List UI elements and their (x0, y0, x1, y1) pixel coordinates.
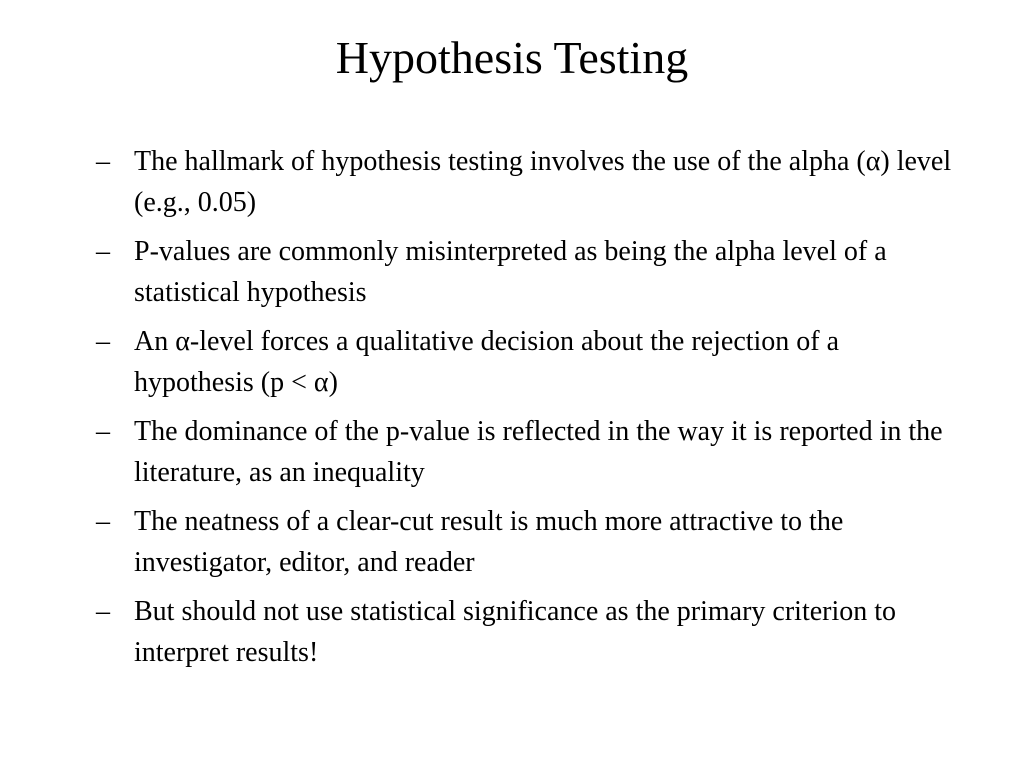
bullet-dash: – (96, 146, 110, 177)
slide-title: Hypothesis Testing (335, 32, 689, 83)
bullet-dash: – (96, 506, 110, 537)
bullet-text: The hallmark of hypothesis testing involves the use of the alpha (α) level (e.g., 0.05) (134, 146, 952, 218)
bullet-text: An α-level forces a qualitative decision about the rejection of a hypothesis (p < α) (134, 326, 840, 398)
bullet-dash: – (96, 416, 110, 447)
bullet-item (96, 232, 956, 313)
bullet-dash: – (96, 596, 110, 627)
bullet-text: The neatness of a clear-cut result is much more attractive to the investigator, editor, and reader (134, 506, 844, 578)
bullet-item (96, 502, 956, 583)
bullet-item (96, 142, 956, 223)
bullet-text: The dominance of the p-value is reflected in the way it is reported in the literature, as an inequality (134, 416, 943, 488)
bullet-text: P-values are commonly misinterpreted as being the alpha level of a statistical hypothesis (134, 236, 887, 308)
bullet-dash: – (96, 236, 110, 267)
bullet-item (96, 412, 956, 493)
bullet-item (96, 592, 956, 673)
bullet-text: But should not use statistical significance as the primary criterion to interpret results! (134, 596, 897, 668)
bullet-item (96, 322, 956, 403)
bullet-list (96, 142, 956, 682)
bullet-dash: – (96, 326, 110, 357)
